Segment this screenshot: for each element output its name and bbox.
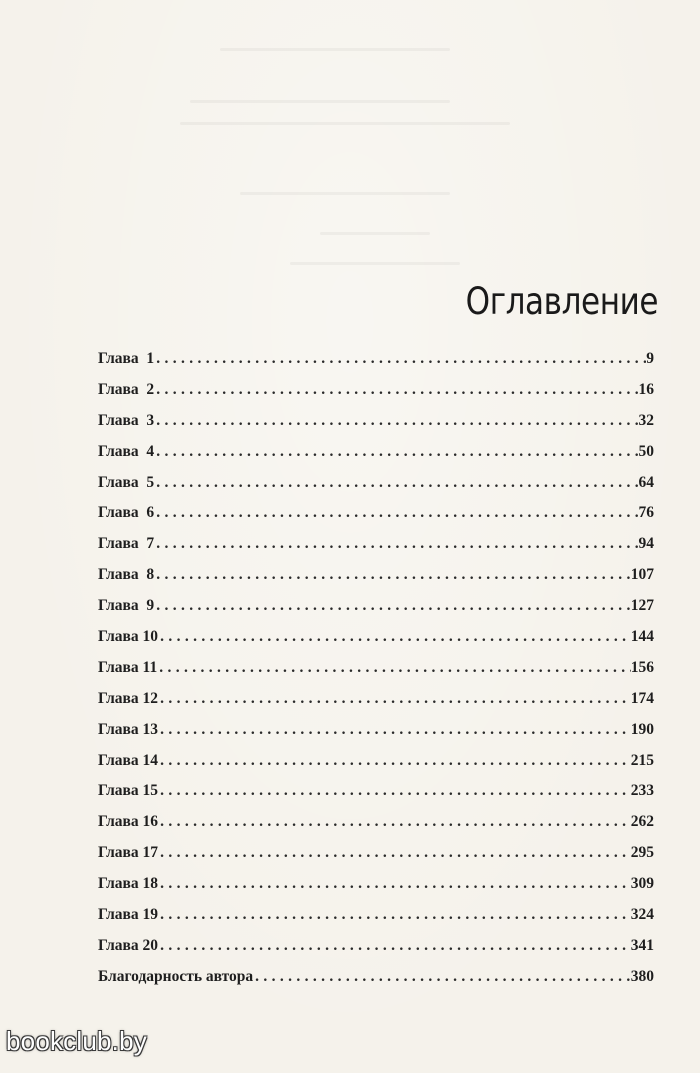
dot-leader: [160, 690, 631, 708]
toc-entry-label: Глава 7: [98, 535, 155, 553]
toc-entry-label: Глава 5: [98, 473, 155, 491]
toc-entry-page-number: 50: [638, 442, 654, 460]
toc-entry-label: Благодарность автора: [98, 967, 254, 985]
dot-leader: [156, 566, 631, 584]
toc-entry: [98, 597, 654, 628]
dot-leader: [160, 628, 631, 646]
toc-entry-label: Глава 19: [98, 906, 159, 924]
dot-leader: [156, 474, 638, 492]
dot-leader: [160, 721, 631, 739]
toc-entry-label: Глава 8: [98, 566, 155, 584]
toc-entry: [98, 443, 654, 474]
toc-entry-label: Глава 1: [98, 350, 155, 367]
toc-entry-page-number: 107: [630, 566, 654, 584]
toc-entry-page-number: 215: [630, 751, 654, 769]
toc-entry-page-number: 144: [630, 628, 654, 646]
toc-entry: [98, 412, 654, 443]
toc-entry-label: Глава 12: [98, 689, 159, 707]
toc-entry: [98, 721, 654, 752]
toc-entry-page-number: 324: [630, 906, 654, 924]
toc-entry: [98, 752, 654, 783]
dot-leader: [156, 412, 638, 430]
toc-entry: [98, 659, 654, 690]
toc-entry-page-number: 295: [630, 844, 654, 862]
bleed-through-line: [240, 192, 450, 195]
toc-entry-label: Глава 11: [98, 658, 158, 676]
toc-entry: [98, 566, 654, 597]
toc-entry-label: Глава 15: [98, 782, 159, 800]
toc-entry-page-number: 94: [638, 535, 654, 553]
toc-entry-label: Глава 9: [98, 597, 155, 615]
toc-entry-label: Глава 4: [98, 442, 155, 460]
table-of-contents: [98, 350, 654, 999]
toc-entry-page-number: 16: [638, 380, 654, 398]
toc-entry-label: Глава 3: [98, 411, 155, 429]
dot-leader: [160, 752, 631, 770]
page-title: Оглавление: [465, 280, 658, 323]
toc-entry-page-number: 64: [638, 473, 654, 491]
toc-entry: [98, 813, 654, 844]
bleed-through-line: [320, 232, 430, 235]
toc-entry: [98, 906, 654, 937]
toc-entry-label: Глава 16: [98, 813, 159, 831]
dot-leader: [159, 659, 631, 677]
toc-entry-page-number: 341: [630, 936, 654, 954]
toc-entry-label: Глава 14: [98, 751, 159, 769]
dot-leader: [160, 875, 631, 893]
toc-entry-page-number: 174: [630, 689, 654, 707]
toc-entry-page-number: 9: [646, 350, 654, 367]
toc-entry: [98, 474, 654, 505]
toc-entry: [98, 350, 654, 381]
dot-leader: [156, 350, 646, 368]
toc-entry-page-number: 190: [630, 720, 654, 738]
dot-leader: [160, 813, 631, 831]
toc-entry-label: Глава 10: [98, 628, 159, 646]
dot-leader: [156, 597, 631, 615]
dot-leader: [160, 782, 631, 800]
bleed-through-line: [190, 100, 450, 103]
watermark-logo: bookclub.by: [6, 1026, 147, 1056]
dot-leader: [255, 968, 631, 986]
toc-entry-page-number: 76: [638, 504, 654, 522]
toc-entry: [98, 937, 654, 968]
toc-entry-label: Глава 13: [98, 720, 159, 738]
toc-entry-page-number: 233: [630, 782, 654, 800]
toc-entry: [98, 504, 654, 535]
dot-leader: [160, 906, 631, 924]
toc-entry: [98, 535, 654, 566]
toc-entry: [98, 844, 654, 875]
bleed-through-line: [180, 122, 510, 125]
toc-entry-page-number: 380: [630, 967, 654, 985]
dot-leader: [156, 535, 638, 553]
toc-entry-label: Глава 2: [98, 380, 155, 398]
bleed-through-line: [220, 48, 450, 51]
toc-entry-page-number: 262: [630, 813, 654, 831]
toc-entry-page-number: 156: [630, 658, 654, 676]
toc-entry-page-number: 32: [638, 411, 654, 429]
toc-entry: [98, 690, 654, 721]
dot-leader: [156, 443, 638, 461]
toc-entry: [98, 875, 654, 906]
toc-entry: [98, 381, 654, 412]
dot-leader: [156, 381, 638, 399]
dot-leader: [160, 844, 631, 862]
toc-entry-page-number: 127: [630, 597, 654, 615]
toc-entry-label: Глава 17: [98, 844, 159, 862]
toc-entry-label: Глава 20: [98, 936, 159, 954]
bleed-through-line: [290, 262, 460, 265]
dot-leader: [156, 504, 638, 522]
toc-entry-label: Глава 6: [98, 504, 155, 522]
toc-entry: [98, 628, 654, 659]
toc-entry: [98, 968, 654, 999]
toc-entry: [98, 782, 654, 813]
toc-entry-label: Глава 18: [98, 875, 159, 893]
dot-leader: [160, 937, 631, 955]
toc-entry-page-number: 309: [630, 875, 654, 893]
